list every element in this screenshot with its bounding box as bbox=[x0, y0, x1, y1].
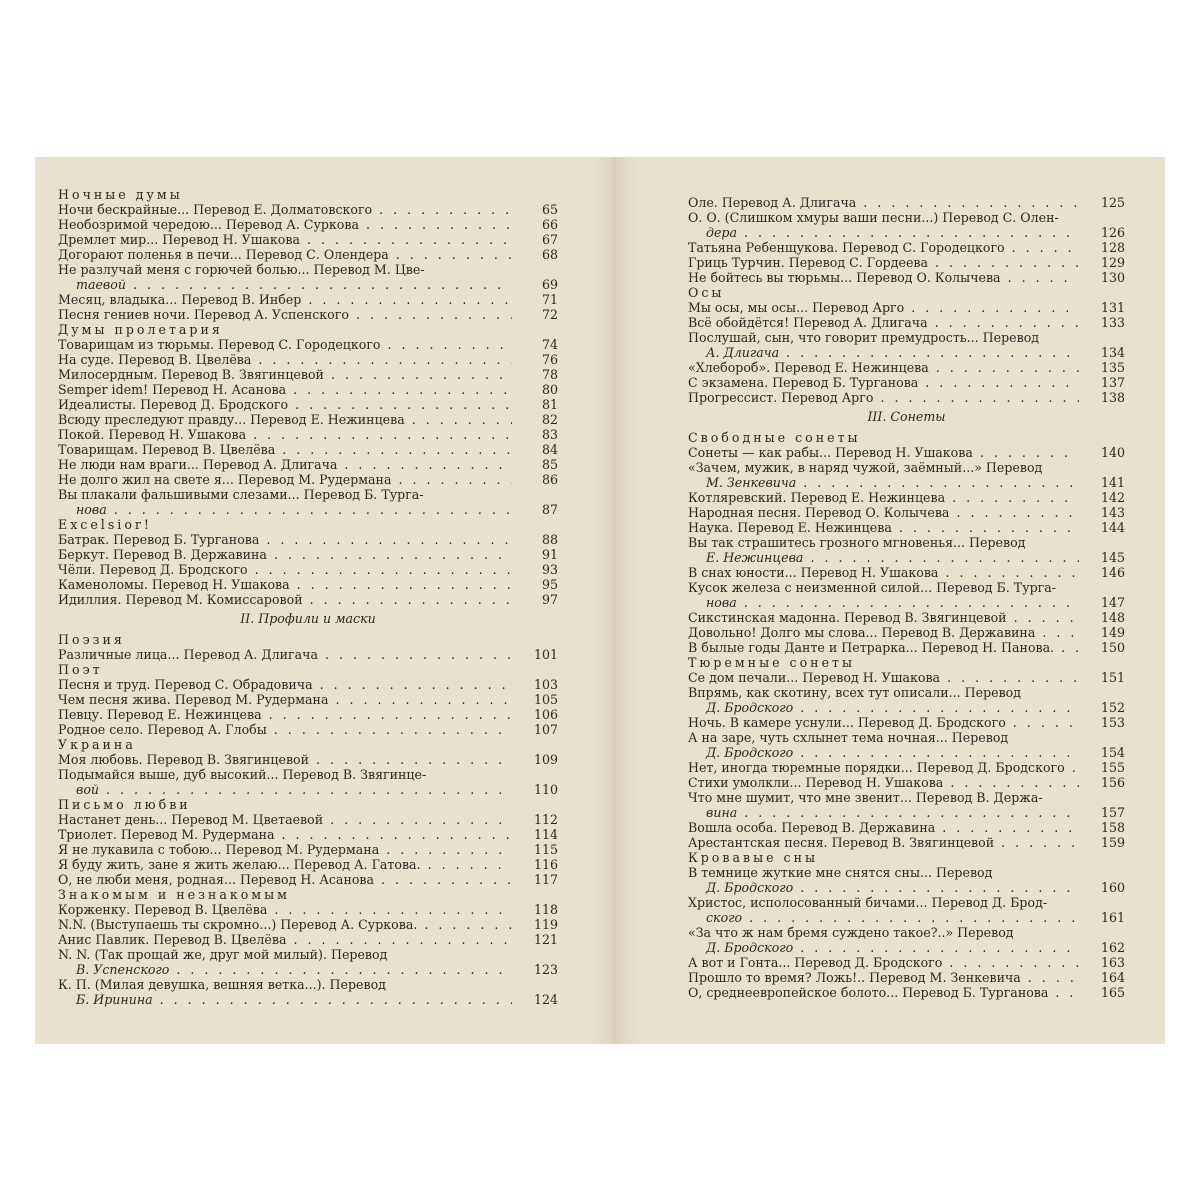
toc-page-number: 117 bbox=[533, 872, 558, 887]
toc-entry-title: Всюду преследуют правду... Перевод Е. Нежинцева . . . bbox=[58, 412, 512, 427]
toc-entry-title: Нет, иногда тюремные порядки... Перевод Д. Бродского . . . bbox=[688, 760, 1079, 775]
toc-entry bbox=[58, 677, 558, 692]
toc-entry bbox=[688, 390, 1125, 405]
toc-page-number: 115 bbox=[533, 842, 558, 857]
toc-entry-title: Не люди нам враги... Перевод А. Длигача . . . bbox=[58, 457, 512, 472]
toc-page-number: 165 bbox=[1100, 985, 1125, 1000]
toc-page-number: 121 bbox=[533, 932, 558, 947]
toc-entry-title: Товарищам из тюрьмы. Перевод С. Городецкого . . . bbox=[58, 337, 512, 352]
toc-entry bbox=[688, 820, 1125, 835]
toc-entry bbox=[688, 195, 1125, 210]
section-heading: Украина bbox=[58, 737, 136, 752]
toc-entry bbox=[688, 520, 1125, 535]
toc-entry-title: Милосердным. Перевод В. Звягинцевой . . . bbox=[58, 367, 512, 382]
toc-entry bbox=[688, 255, 1125, 270]
toc-page-number: 158 bbox=[1100, 820, 1125, 835]
toc-entry-title: Родное село. Перевод А. Глобы . . . bbox=[58, 722, 512, 737]
toc-page-number: 135 bbox=[1100, 360, 1125, 375]
toc-entry bbox=[58, 412, 558, 427]
toc-page-number: 78 bbox=[541, 367, 558, 382]
toc-entry-title: Я не лукавила с тобою... Перевод М. Рудермана . . . bbox=[58, 842, 512, 857]
toc-page-number: 134 bbox=[1100, 345, 1125, 360]
toc-entry bbox=[688, 580, 1125, 610]
toc-entry bbox=[58, 842, 558, 857]
toc-entry-title: Ночи бескрайные... Перевод Е. Долматовского . . . bbox=[58, 202, 512, 217]
toc-page-number: 131 bbox=[1100, 300, 1125, 315]
toc-entry bbox=[58, 562, 558, 577]
toc-entry-title: Анис Павлик. Перевод В. Цвелёва . . . bbox=[58, 932, 512, 947]
toc-page-number: 76 bbox=[541, 352, 558, 367]
toc-entry-continuation: таевой . . . bbox=[58, 277, 512, 292]
toc-entry bbox=[688, 925, 1125, 955]
toc-entry bbox=[58, 947, 558, 977]
toc-entry-title: Чем песня жива. Перевод М. Рудермана . . . bbox=[58, 692, 512, 707]
toc-entry bbox=[58, 752, 558, 767]
toc-entry-continuation: М. Зенкевича . . . bbox=[688, 475, 1079, 490]
right-page bbox=[620, 157, 1165, 1044]
toc-entry bbox=[58, 442, 558, 457]
toc-page-number: 91 bbox=[541, 547, 558, 562]
toc-entry bbox=[688, 670, 1125, 685]
toc-page-number: 119 bbox=[533, 917, 558, 932]
toc-entry bbox=[688, 535, 1125, 565]
toc-entry-title: Песня гениев ночи. Перевод А. Успенского . . . bbox=[58, 307, 512, 322]
toc-entry-title: Моя любовь. Перевод В. Звягинцевой . . . bbox=[58, 752, 512, 767]
toc-entry-title: Арестантская песня. Перевод В. Звягинцевой . . . bbox=[688, 835, 1079, 850]
toc-entry bbox=[688, 955, 1125, 970]
toc-entry bbox=[58, 577, 558, 592]
toc-entry bbox=[688, 895, 1125, 925]
toc-page-number: 141 bbox=[1100, 475, 1125, 490]
toc-entry bbox=[58, 202, 558, 217]
toc-entry bbox=[58, 592, 558, 607]
toc-page-number: 112 bbox=[533, 812, 558, 827]
toc-entry bbox=[58, 247, 558, 262]
toc-page-number: 74 bbox=[541, 337, 558, 352]
toc-entry bbox=[58, 767, 558, 797]
toc-page-number: 138 bbox=[1100, 390, 1125, 405]
toc-page-number: 101 bbox=[533, 647, 558, 662]
toc-page-number: 146 bbox=[1100, 565, 1125, 580]
toc-entry-title: В темнице жуткие мне снятся сны... Перевод bbox=[688, 865, 993, 880]
toc-entry-title: Вы так страшитесь грозного мгновенья... Перевод bbox=[688, 535, 1026, 550]
toc-entry bbox=[58, 232, 558, 247]
toc-entry-title: Не долго жил на свете я... Перевод М. Рудермана . . . bbox=[58, 472, 512, 487]
toc-entry-title: Дремлет мир... Перевод Н. Ушакова . . . bbox=[58, 232, 512, 247]
toc-entry bbox=[58, 827, 558, 842]
toc-entry bbox=[58, 292, 558, 307]
toc-page-number: 103 bbox=[533, 677, 558, 692]
toc-entry-title: О. О. (Слишком хмуры ваши песни...) Перевод С. Олен- bbox=[688, 210, 1059, 225]
section-heading: Письмо любви bbox=[58, 797, 191, 812]
toc-entry-title: Вошла особа. Перевод В. Державина . . . bbox=[688, 820, 1079, 835]
toc-entry-title: Се дом печали... Перевод Н. Ушакова . . . bbox=[688, 670, 1079, 685]
toc-entry bbox=[58, 812, 558, 827]
toc-page-number: 159 bbox=[1100, 835, 1125, 850]
toc-entry-title: Настанет день... Перевод М. Цветаевой . . . bbox=[58, 812, 512, 827]
toc-page-number: 114 bbox=[533, 827, 558, 842]
toc-page-number: 137 bbox=[1100, 375, 1125, 390]
toc-entry bbox=[688, 270, 1125, 285]
toc-page-number: 69 bbox=[541, 277, 558, 292]
toc-entry-continuation: Д. Бродского . . . bbox=[688, 940, 1079, 955]
section-heading: Кровавые сны bbox=[688, 850, 819, 865]
toc-page-number: 107 bbox=[533, 722, 558, 737]
toc-entry-title: «За что ж нам бремя суждено такое?..» Перевод bbox=[688, 925, 1014, 940]
toc-entry-title: О, среднеевропейское болото... Перевод Б. Турганова . . . bbox=[688, 985, 1079, 1000]
toc-entry bbox=[688, 330, 1125, 360]
toc-page-number: 151 bbox=[1100, 670, 1125, 685]
toc-entry bbox=[688, 625, 1125, 640]
toc-entry bbox=[58, 547, 558, 562]
toc-entry bbox=[58, 217, 558, 232]
toc-page-number: 128 bbox=[1100, 240, 1125, 255]
toc-entry-title: «Хлебороб». Перевод Е. Нежинцева . . . bbox=[688, 360, 1079, 375]
toc-entry bbox=[688, 775, 1125, 790]
toc-page-number: 130 bbox=[1100, 270, 1125, 285]
toc-entry-title: Идиллия. Перевод М. Комиссаровой . . . bbox=[58, 592, 512, 607]
toc-entry bbox=[688, 760, 1125, 775]
toc-entry bbox=[688, 210, 1125, 240]
toc-page-number: 84 bbox=[541, 442, 558, 457]
toc-entry bbox=[58, 457, 558, 472]
toc-page-number: 153 bbox=[1100, 715, 1125, 730]
toc-page-number: 148 bbox=[1100, 610, 1125, 625]
toc-page-number: 164 bbox=[1100, 970, 1125, 985]
toc-entry-title: Оле. Перевод А. Длигача . . . bbox=[688, 195, 1079, 210]
toc-page-number: 150 bbox=[1100, 640, 1125, 655]
toc-entry bbox=[688, 360, 1125, 375]
toc-entry-title: О, не люби меня, родная... Перевод Н. Асанова . . . bbox=[58, 872, 512, 887]
toc-entry-title: Всё обойдётся! Перевод А. Длигача . . . bbox=[688, 315, 1079, 330]
toc-entry-title: Semper idem! Перевод Н. Асанова . . . bbox=[58, 382, 512, 397]
toc-entry-title: Прошло то время? Ложь!.. Перевод М. Зенкевича . . . bbox=[688, 970, 1079, 985]
toc-entry bbox=[58, 367, 558, 382]
toc-entry bbox=[688, 865, 1125, 895]
toc-page-number: 155 bbox=[1100, 760, 1125, 775]
toc-entry-title: Месяц, владыка... Перевод В. Инбер . . . bbox=[58, 292, 512, 307]
toc-entry-continuation: ского . . . bbox=[688, 910, 1079, 925]
section-heading: Свободные сонеты bbox=[688, 430, 861, 445]
toc-entry bbox=[58, 532, 558, 547]
toc-entry bbox=[688, 970, 1125, 985]
toc-entry-title: А на заре, чуть схлынет тема ночная... Перевод bbox=[688, 730, 1009, 745]
toc-entry-title: Догорают поленья в печи... Перевод С. Олендера . . . bbox=[58, 247, 512, 262]
toc-entry bbox=[58, 352, 558, 367]
toc-page-number: 88 bbox=[541, 532, 558, 547]
toc-entry-title: Прогрессист. Перевод Арго . . . bbox=[688, 390, 1079, 405]
toc-entry-continuation: Е. Нежинцева . . . bbox=[688, 550, 1079, 565]
toc-entry-title: Беркут. Перевод В. Державина . . . bbox=[58, 547, 512, 562]
toc-page-number: 162 bbox=[1100, 940, 1125, 955]
toc-entry-title: N.N. (Выступаешь ты скромно...) Перевод А. Суркова. . . . bbox=[58, 917, 512, 932]
toc-entry-continuation: А. Длигача . . . bbox=[688, 345, 1079, 360]
toc-entry bbox=[688, 685, 1125, 715]
section-heading: Excelsior! bbox=[58, 517, 152, 532]
toc-entry bbox=[58, 262, 558, 292]
toc-entry-title: Что мне шумит, что мне звенит... Перевод В. Держа- bbox=[688, 790, 1043, 805]
toc-entry bbox=[58, 487, 558, 517]
toc-entry-title: Вы плакали фальшивыми слезами... Перевод Б. Турга- bbox=[58, 487, 424, 502]
toc-page-number: 116 bbox=[533, 857, 558, 872]
toc-entry bbox=[58, 397, 558, 412]
toc-entry-title: Мы осы, мы осы... Перевод Арго . . . bbox=[688, 300, 1079, 315]
toc-page-number: 144 bbox=[1100, 520, 1125, 535]
toc-entry bbox=[688, 460, 1125, 490]
toc-entry bbox=[688, 490, 1125, 505]
toc-entry bbox=[58, 337, 558, 352]
toc-entry-title: В снах юности... Перевод Н. Ушакова . . . bbox=[688, 565, 1079, 580]
toc-page-number: 160 bbox=[1100, 880, 1125, 895]
section-heading: Тюремные сонеты bbox=[688, 655, 856, 670]
toc-entry bbox=[688, 610, 1125, 625]
toc-entry bbox=[58, 902, 558, 917]
section-heading: Думы пролетария bbox=[58, 322, 223, 337]
toc-page-number: 85 bbox=[541, 457, 558, 472]
toc-page-number: 142 bbox=[1100, 490, 1125, 505]
toc-entry-title: Каменоломы. Перевод Н. Ушакова . . . bbox=[58, 577, 512, 592]
toc-page-number: 143 bbox=[1100, 505, 1125, 520]
book-spread bbox=[35, 157, 1165, 1044]
toc-entry-title: На суде. Перевод В. Цвелёва . . . bbox=[58, 352, 512, 367]
toc-page-number: 133 bbox=[1100, 315, 1125, 330]
toc-entry bbox=[688, 300, 1125, 315]
toc-entry-continuation: Д. Бродского . . . bbox=[688, 745, 1079, 760]
toc-entry bbox=[58, 307, 558, 322]
toc-page-number: 86 bbox=[541, 472, 558, 487]
toc-entry-title: Различные лица... Перевод А. Длигача . . . bbox=[58, 647, 512, 662]
toc-page-number: 147 bbox=[1100, 595, 1125, 610]
section-heading: Знакомым и незнакомым bbox=[58, 887, 290, 902]
toc-page-number: 154 bbox=[1100, 745, 1125, 760]
part-heading: II. Профили и маски bbox=[240, 611, 376, 626]
toc-entry-title: Триолет. Перевод М. Рудермана . . . bbox=[58, 827, 512, 842]
toc-page-number: 80 bbox=[541, 382, 558, 397]
toc-entry bbox=[58, 382, 558, 397]
toc-entry bbox=[688, 640, 1125, 655]
toc-entry-continuation: дера . . . bbox=[688, 225, 1079, 240]
toc-entry-title: Необозримой чередою... Перевод А. Суркова . . . bbox=[58, 217, 512, 232]
toc-entry-title: Корженку. Перевод В. Цвелёва . . . bbox=[58, 902, 512, 917]
toc-page-number: 95 bbox=[541, 577, 558, 592]
toc-page-number: 145 bbox=[1100, 550, 1125, 565]
toc-page-number: 123 bbox=[533, 962, 558, 977]
toc-entry-title: Гриць Турчин. Перевод С. Гордеева . . . bbox=[688, 255, 1079, 270]
toc-page-number: 110 bbox=[533, 782, 558, 797]
toc-page-number: 81 bbox=[541, 397, 558, 412]
toc-entry bbox=[58, 707, 558, 722]
section-heading: Ночные думы bbox=[58, 187, 183, 202]
toc-entry-title: Стихи умолкли... Перевод Н. Ушакова . . . bbox=[688, 775, 1079, 790]
toc-entry bbox=[688, 375, 1125, 390]
toc-page-number: 163 bbox=[1100, 955, 1125, 970]
toc-entry-title: Чёли. Перевод Д. Бродского . . . bbox=[58, 562, 512, 577]
toc-entry bbox=[688, 565, 1125, 580]
toc-page-number: 97 bbox=[541, 592, 558, 607]
toc-entry-continuation: Д. Бродского . . . bbox=[688, 880, 1079, 895]
toc-entry bbox=[58, 472, 558, 487]
toc-entry-continuation: вина . . . bbox=[688, 805, 1079, 820]
section-heading: Осы bbox=[688, 285, 725, 300]
toc-page-number: 106 bbox=[533, 707, 558, 722]
toc-entry bbox=[58, 692, 558, 707]
toc-page-number: 72 bbox=[541, 307, 558, 322]
toc-entry bbox=[688, 505, 1125, 520]
toc-entry-title: Я буду жить, зане я жить желаю... Перевод А. Гатова. . . . bbox=[58, 857, 512, 872]
toc-entry-title: N. N. (Так прощай же, друг мой милый). Перевод bbox=[58, 947, 388, 962]
toc-entry-title: Наука. Перевод Е. Нежинцева . . . bbox=[688, 520, 1079, 535]
toc-entry-continuation: Д. Бродского . . . bbox=[688, 700, 1079, 715]
toc-entry-title: Впрямь, как скотину, всех тут описали... Перевод bbox=[688, 685, 1022, 700]
toc-entry bbox=[58, 917, 558, 932]
toc-entry-continuation: В. Успенского . . . bbox=[58, 962, 512, 977]
toc-entry-title: К. П. (Милая девушка, вешняя ветка...). Перевод bbox=[58, 977, 386, 992]
toc-page-number: 93 bbox=[541, 562, 558, 577]
toc-entry bbox=[58, 932, 558, 947]
toc-entry-title: Котляревский. Перевод Е. Нежинцева . . . bbox=[688, 490, 1079, 505]
toc-entry bbox=[688, 985, 1125, 1000]
toc-page-number: 129 bbox=[1100, 255, 1125, 270]
toc-page-number: 161 bbox=[1100, 910, 1125, 925]
toc-entry-title: С экзамена. Перевод Б. Турганова . . . bbox=[688, 375, 1079, 390]
toc-entry-title: Сикстинская мадонна. Перевод В. Звягинцевой . . . bbox=[688, 610, 1079, 625]
toc-page-number: 65 bbox=[541, 202, 558, 217]
toc-entry-title: Кусок железа с неизменной силой... Перевод Б. Турга- bbox=[688, 580, 1057, 595]
part-heading: III. Сонеты bbox=[867, 409, 946, 424]
toc-entry-continuation: вой . . . bbox=[58, 782, 512, 797]
toc-entry-title: В былые годы Данте и Петрарка... Перевод Н. Панова. . . . bbox=[688, 640, 1079, 655]
toc-entry-title: Довольно! Долго мы слова... Перевод В. Державина . . . bbox=[688, 625, 1079, 640]
toc-page-number: 105 bbox=[533, 692, 558, 707]
toc-page-number: 71 bbox=[541, 292, 558, 307]
toc-entry bbox=[688, 730, 1125, 760]
toc-entry bbox=[58, 872, 558, 887]
toc-entry-title: Не бойтесь вы тюрьмы... Перевод О. Колычева . . . bbox=[688, 270, 1079, 285]
toc-page-number: 124 bbox=[533, 992, 558, 1007]
toc-entry-continuation: нова . . . bbox=[688, 595, 1079, 610]
toc-entry bbox=[688, 445, 1125, 460]
toc-entry-title: Идеалисты. Перевод Д. Бродского . . . bbox=[58, 397, 512, 412]
section-heading: Поэзия bbox=[58, 632, 125, 647]
left-page bbox=[35, 157, 580, 1044]
toc-entry bbox=[58, 427, 558, 442]
toc-entry-title: Народная песня. Перевод О. Колычева . . . bbox=[688, 505, 1079, 520]
right-toc bbox=[688, 195, 1125, 1000]
toc-page-number: 82 bbox=[541, 412, 558, 427]
toc-page-number: 140 bbox=[1100, 445, 1125, 460]
toc-entry-title: Покой. Перевод Н. Ушакова . . . bbox=[58, 427, 512, 442]
toc-entry-title: Товарищам. Перевод В. Цвелёва . . . bbox=[58, 442, 512, 457]
toc-entry-title: Христос, исполосованный бичами... Перевод Д. Брод- bbox=[688, 895, 1048, 910]
toc-entry bbox=[688, 715, 1125, 730]
toc-page-number: 126 bbox=[1100, 225, 1125, 240]
toc-entry-title: Подымайся выше, дуб высокий... Перевод В. Звягинце- bbox=[58, 767, 427, 782]
toc-entry bbox=[58, 722, 558, 737]
toc-page-number: 68 bbox=[541, 247, 558, 262]
toc-entry bbox=[58, 647, 558, 662]
toc-page-number: 156 bbox=[1100, 775, 1125, 790]
toc-entry bbox=[58, 857, 558, 872]
toc-entry bbox=[58, 977, 558, 1007]
toc-entry-title: А вот и Гонта... Перевод Д. Бродского . . . bbox=[688, 955, 1079, 970]
toc-page-number: 87 bbox=[541, 502, 558, 517]
toc-page-number: 125 bbox=[1100, 195, 1125, 210]
toc-entry-title: «Зачем, мужик, в наряд чужой, заёмный...» Перевод bbox=[688, 460, 1043, 475]
toc-page-number: 66 bbox=[541, 217, 558, 232]
toc-entry bbox=[688, 790, 1125, 820]
toc-page-number: 118 bbox=[533, 902, 558, 917]
toc-page-number: 83 bbox=[541, 427, 558, 442]
left-toc bbox=[58, 187, 558, 1007]
toc-page-number: 157 bbox=[1100, 805, 1125, 820]
toc-entry-title: Татьяна Ребенщукова. Перевод С. Городецкого . . . bbox=[688, 240, 1079, 255]
toc-entry-title: Песня и труд. Перевод С. Обрадовича . . . bbox=[58, 677, 512, 692]
toc-entry-title: Сонеты — как рабы... Перевод Н. Ушакова . . . bbox=[688, 445, 1079, 460]
toc-entry-title: Послушай, сын, что говорит премудрость... Перевод bbox=[688, 330, 1040, 345]
toc-page-number: 152 bbox=[1100, 700, 1125, 715]
section-heading: Поэт bbox=[58, 662, 103, 677]
toc-entry-title: Батрак. Перевод Б. Турганова . . . bbox=[58, 532, 512, 547]
toc-entry-title: Не разлучай меня с горючей болью... Перевод М. Цве- bbox=[58, 262, 425, 277]
toc-entry-continuation: Б. Иринина . . . bbox=[58, 992, 512, 1007]
toc-entry-continuation: нова . . . bbox=[58, 502, 512, 517]
toc-entry-title: Ночь. В камере уснули... Перевод Д. Бродского . . . bbox=[688, 715, 1079, 730]
toc-entry bbox=[688, 835, 1125, 850]
toc-page-number: 149 bbox=[1100, 625, 1125, 640]
toc-entry bbox=[688, 315, 1125, 330]
toc-entry-title: Певцу. Перевод Е. Нежинцева . . . bbox=[58, 707, 512, 722]
toc-page-number: 109 bbox=[533, 752, 558, 767]
toc-entry bbox=[688, 240, 1125, 255]
toc-page-number: 67 bbox=[541, 232, 558, 247]
